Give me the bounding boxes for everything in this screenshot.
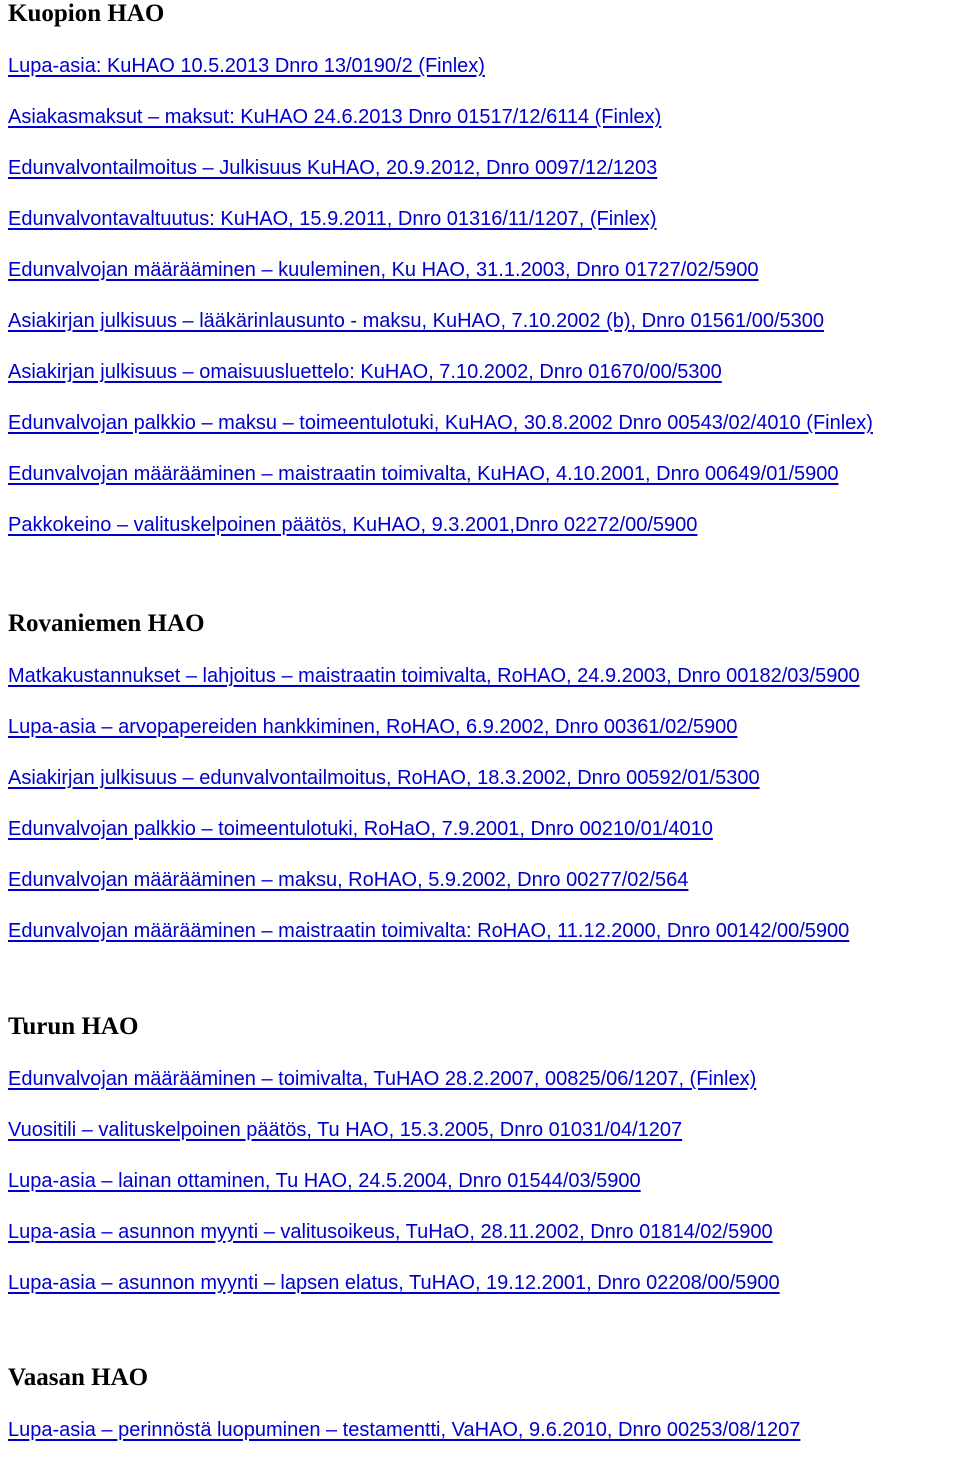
case-link[interactable]: Lupa-asia: KuHAO 10.5.2013 Dnro 13/0190/2 (Finlex) <box>8 55 485 77</box>
case-link[interactable]: Vuositili – valituskelpoinen päätös, Tu HAO, 15.3.2005, Dnro 01031/04/1207 <box>8 1119 683 1141</box>
case-link[interactable]: Matkakustannukset – lahjoitus – maistraatin toimivalta, RoHAO, 24.9.2003, Dnro 00182/03/5900 <box>8 665 860 687</box>
case-link[interactable]: Edunvalvontailmoitus – Julkisuus KuHAO, 20.9.2012, Dnro 0097/12/1203 <box>8 157 658 179</box>
case-link[interactable]: Edunvalvojan määrääminen – kuuleminen, Ku HAO, 31.1.2003, Dnro 01727/02/5900 <box>8 259 759 281</box>
case-link[interactable]: Lupa-asia – arvopapereiden hankkiminen, RoHAO, 6.9.2002, Dnro 00361/02/5900 <box>8 716 738 738</box>
case-link[interactable]: Asiakirjan julkisuus – lääkärinlausunto - maksu, KuHAO, 7.10.2002 (b), Dnro 01561/00/5300 <box>8 310 825 332</box>
case-link[interactable]: Asiakirjan julkisuus – edunvalvontailmoitus, RoHAO, 18.3.2002, Dnro 00592/01/5300 <box>8 767 760 789</box>
case-link[interactable]: Lupa-asia – asunnon myynti – lapsen elatus, TuHAO, 19.12.2001, Dnro 02208/00/5900 <box>8 1272 780 1294</box>
section-title-kuopio: Kuopion HAO <box>8 0 165 27</box>
case-link[interactable]: Lupa-asia – asunnon myynti – valitusoikeus, TuHaO, 28.11.2002, Dnro 01814/02/5900 <box>8 1221 773 1243</box>
section-title-rovaniemi: Rovaniemen HAO <box>8 610 205 637</box>
case-link[interactable]: Edunvalvojan määrääminen – maistraatin toimivalta, KuHAO, 4.10.2001, Dnro 00649/01/5900 <box>8 463 839 485</box>
case-link[interactable]: Lupa-asia – perinnöstä luopuminen – testamentti, VaHAO, 9.6.2010, Dnro 00253/08/1207 <box>8 1419 801 1441</box>
case-link[interactable]: Edunvalvojan palkkio – toimeentulotuki, RoHaO, 7.9.2001, Dnro 00210/01/4010 <box>8 818 713 840</box>
case-link[interactable]: Lupa-asia – lainan ottaminen, Tu HAO, 24.5.2004, Dnro 01544/03/5900 <box>8 1170 641 1192</box>
case-link[interactable]: Edunvalvojan määrääminen – maistraatin toimivalta: RoHAO, 11.12.2000, Dnro 00142/00/5900 <box>8 920 850 942</box>
case-link[interactable]: Asiakasmaksut – maksut: KuHAO 24.6.2013 Dnro 01517/12/6114 (Finlex) <box>8 106 662 128</box>
case-link[interactable]: Edunvalvojan määrääminen – maksu, RoHAO, 5.9.2002, Dnro 00277/02/564 <box>8 869 689 891</box>
case-link[interactable]: Edunvalvojan määrääminen – toimivalta, TuHAO 28.2.2007, 00825/06/1207, (Finlex) <box>8 1068 757 1090</box>
case-link[interactable]: Edunvalvontavaltuutus: KuHAO, 15.9.2011, Dnro 01316/11/1207, (Finlex) <box>8 208 657 230</box>
section-title-vaasa: Vaasan HAO <box>8 1364 149 1391</box>
case-link[interactable]: Asiakirjan julkisuus – omaisuusluettelo: KuHAO, 7.10.2002, Dnro 01670/00/5300 <box>8 361 722 383</box>
case-link[interactable]: Edunvalvojan palkkio – maksu – toimeentulotuki, KuHAO, 30.8.2002 Dnro 00543/02/4010 (Finlex) <box>8 412 873 434</box>
section-title-turku: Turun HAO <box>8 1013 139 1040</box>
case-link[interactable]: Pakkokeino – valituskelpoinen päätös, KuHAO, 9.3.2001,Dnro 02272/00/5900 <box>8 514 698 536</box>
